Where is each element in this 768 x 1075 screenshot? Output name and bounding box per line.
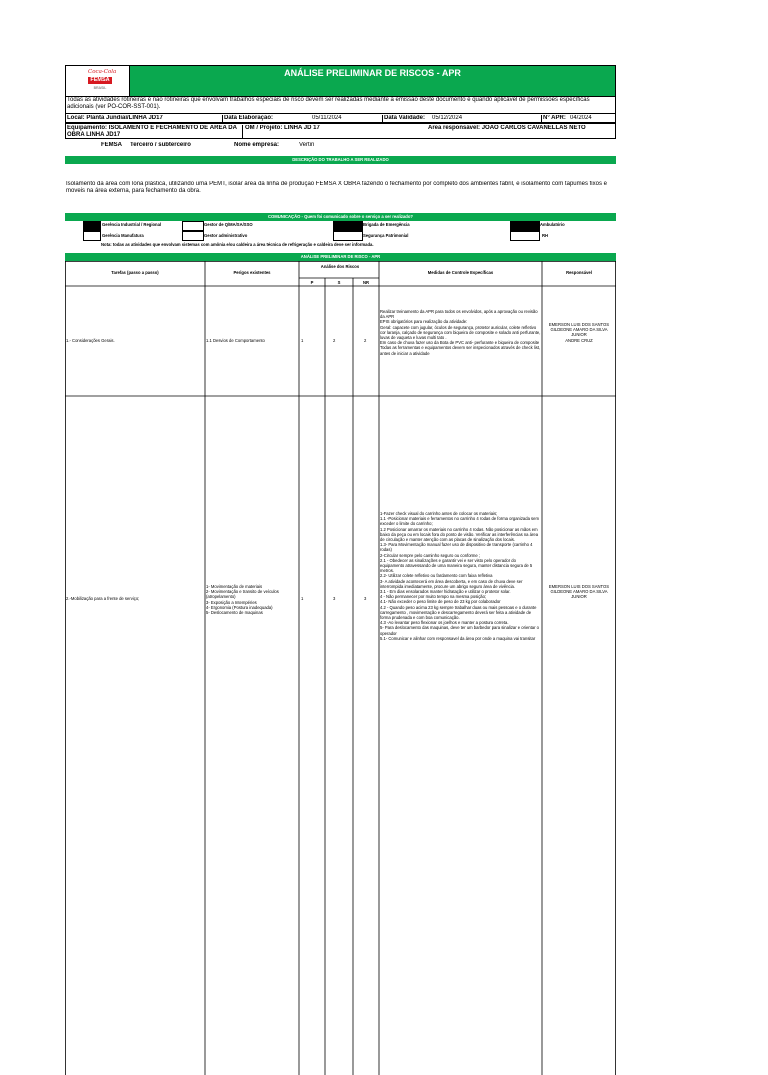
apr-header bbox=[65, 253, 616, 261]
comm-label-brigada: Brigada de Emergência bbox=[363, 222, 410, 227]
apr-number-label: N° APR: bbox=[541, 115, 571, 123]
area-responsavel-label: Área responsável: JOÃO CARLOS CAVANELLAS NETO bbox=[428, 125, 586, 131]
row2-nr: 3 bbox=[364, 596, 367, 601]
comm-header bbox=[65, 213, 616, 221]
checkbox-gerencia-manufatura[interactable] bbox=[83, 231, 101, 241]
logo-brasil-text: BRASIL bbox=[93, 86, 107, 90]
col-header-s: S bbox=[337, 280, 341, 285]
row2-tarefa: 2.-Mobilização para a frente de serviço; bbox=[66, 596, 140, 601]
data-elaboracao-label: Data Elaboração: bbox=[224, 115, 274, 121]
apr-number-value: 04/2024 bbox=[570, 115, 592, 121]
checkbox-brigada[interactable] bbox=[333, 221, 363, 231]
comm-label-gerencia-manufatura: Gerência Manufatura bbox=[102, 233, 144, 238]
comm-label-seguranca-patrimonial: Segurança Patrimonial bbox=[363, 233, 409, 238]
comm-note: Nota: todas as atividades que envolvam sistemas com amônia e/ou caldeira a área técnica de refrigeração e caldeira deve ser informada. bbox=[101, 242, 374, 247]
nome-empresa-value: Vertin bbox=[299, 142, 315, 148]
row2-responsavel: EMERSON LUIS DOS SANTOS GILDEONE AMARO DA SILVA JUNIOR bbox=[548, 584, 610, 600]
checkbox-ambulatorio[interactable] bbox=[510, 221, 540, 231]
comm-label-gestor-admin: Gestor administrativo bbox=[204, 233, 248, 238]
local-row bbox=[65, 113, 616, 123]
desc-text: Isolamento da área com lona plástica, utilizando uma PEMT, isolar área da linha de produção FEMSA X OBRA fazendo o fechamento por completo dos ambientes fabril, e isolamento com tapumes fixos e moveis na área externa, para fechamento da obra. bbox=[66, 181, 607, 194]
row2-perigo: 1- Movimentação de materiais 2- Movimentação e transito de veículos (atropelamento) 3- Exposição a Intempéries 4- Ergonomia (Postura inadequada) 5- Deslocamento de maquinas bbox=[206, 584, 279, 616]
om-projeto-label: OM / Projeto: LINHA JD 17 bbox=[245, 125, 320, 131]
checkbox-rh[interactable] bbox=[510, 231, 540, 241]
row2-p: 1 bbox=[301, 596, 304, 601]
row1-perigo: 1.1 Desvios de Comportamento bbox=[206, 338, 265, 343]
comm-label-ambulatorio: Ambulatório bbox=[540, 222, 565, 227]
page-title: ANÁLISE PRELIMINAR DE RISCOS - APR bbox=[284, 68, 461, 78]
row1-s: 2 bbox=[333, 338, 336, 343]
col-header-nr: NR bbox=[362, 280, 370, 285]
comm-grid bbox=[65, 221, 616, 253]
risk-table bbox=[65, 261, 616, 1075]
col-header-responsavel: Responsável bbox=[566, 270, 592, 275]
comm-label-gerencia-industrial: Gerência Industrial / Regional bbox=[102, 222, 162, 227]
logo-femsa-text: FEMSA bbox=[88, 77, 112, 84]
data-validade-label: Data Validade: bbox=[382, 115, 432, 123]
company-row bbox=[65, 141, 616, 151]
apr-header-text: ANÁLISE PRELIMINAR DE RISCO - APR bbox=[300, 254, 381, 259]
nome-empresa-label: Nome empresa: bbox=[234, 142, 280, 148]
desc-header bbox=[65, 156, 616, 164]
desc-header-text: DESCRIÇÃO DO TRABALHO A SER REALIZADO bbox=[292, 157, 389, 162]
col-header-perigos: Perigos existentes bbox=[233, 270, 271, 275]
local-label: Local: Planta Jundiaí/LINHA JD17 bbox=[67, 115, 223, 123]
row1-responsavel: EMERSON LUIS DOS SANTOS GILDEONE AMARO DA SILVA JUNIOR ANDRE CRUZ bbox=[548, 322, 610, 343]
checkbox-gerencia-industrial[interactable] bbox=[83, 221, 101, 231]
checkbox-gestor-admin[interactable] bbox=[182, 231, 204, 241]
checkbox-seguranca-patrimonial[interactable] bbox=[333, 231, 363, 241]
comm-label-gestor-qma: Gestor de Q/MA/SA/SSO bbox=[204, 222, 253, 227]
row1-medidas: Realizar treinamento da APR para todos os envolvidos, após a aprovação ou revisão da APR EPIS obrigatórios para realização da atividade: Geral: capacete com jugular, óculos de segurança, protetor auricular, colete refletivo cor laranja, calçado de segurança com biqueira de composite e solado anti perfurante, luvas de vaqueta e luvas multi tato . Em caso de chuva fazer uso da Bota de PVC anti- perfurante e biqueira de composite Todas as ferramentas e equipamentos devem ser inspecionados através de check list, antes de iniciar a atividade bbox=[380, 309, 541, 356]
row1-nr: 2 bbox=[364, 338, 367, 343]
femsa-option: FEMSA bbox=[101, 142, 122, 148]
equipment-row bbox=[65, 123, 616, 139]
checkbox-gestor-qma[interactable] bbox=[182, 221, 204, 231]
col-header-p: P bbox=[310, 280, 314, 285]
row1-tarefa: 1.- Considerações Gerais. bbox=[66, 338, 115, 343]
title-row bbox=[65, 65, 616, 97]
comm-label-rh: RH bbox=[542, 233, 549, 238]
equipamento-label: Equipamento: ISOLAMENTO E FECHAMENTO DE ÁREA DA OBRA LINHA JD17 bbox=[67, 125, 243, 139]
col-header-analise: Análise dos Riscos bbox=[320, 264, 360, 269]
data-elaboracao-value: 05/11/2024 bbox=[312, 115, 342, 121]
desc-row bbox=[65, 181, 616, 201]
comm-header-text: COMUNICAÇÃO - Quem foi comunicado sobre o serviço a ser realizado? bbox=[268, 214, 413, 219]
terceiro-option: Terceiro / subterceiro bbox=[130, 142, 191, 148]
row1-p: 1 bbox=[301, 338, 304, 343]
col-header-medidas: Medidas de Controle Específicas bbox=[427, 270, 494, 275]
title-bar bbox=[130, 66, 615, 96]
intro-text: Todas as atividades rotineiras e não rotineiras que envolvam trabalhos especiais de risco devem ser realizadas mediante a emissão deste documento e quando aplicável de permissões específicas adicionais (ver PO-COR-SST-001). bbox=[67, 97, 590, 110]
intro-row bbox=[65, 97, 616, 114]
logo-cocacola-text: Coca-Cola bbox=[88, 69, 117, 75]
data-validade-value: 05/12/2024 bbox=[432, 115, 463, 121]
company-logo bbox=[66, 66, 130, 96]
row2-s: 3 bbox=[333, 596, 336, 601]
row2-medidas: 1-Fazer check visual do carrinho antes de colocar os materiais; 1.1 -Posicionar materiais e ferramentos no carrinho 4 rodas de forma organizada sem exceder o limite do carrinho; 1.2 Posicionar amarrar os materiais no carrinho 4 rodas. Não posicionar as mãos em baixo da peça ou em locais fora do ponto de visão. Verificar as interferências na área de circulação e manter atenção com as placas de sinalização dos locais. 1.3- Para Movimentação manual fazer uso de dispositivo de transporte (carrinho 4 rodas) 2-Circular sempre pelo caminho seguro ou conforme ; 2.1 - Obedecer as sinalizações e garantir vei e ser visto pelo operador do equipamento atravessando de uma maneira segura, manter distancia segura de 5 metros. 2.2- Utilizar colete refletivo ou fardamento com faixa refletiva 3- A atividade acontecerá em área descoberta, e em caso de chuva deve ser interrompida imediatamente, procure um abrigo seguro área de vivência. 3.1 - Em dias ensolarados manter hidratação e utilizar o protetor solar. 4 - Não permanecer por muito tempo na mesma posição; 4.1- Não exceder o peso limite de peso de 23 kg por colaborador 4.2 - Quando peso acima 23 kg sempre trabalhar duas ou mais pessoas e o durante carregamento , movimentação e descarregamento deverá ser feita a atividade de forma prudenada e com boa comunicação. 4.3 -Ao levantar peso flexionar os joelhos e manter a postura correta. 5- Para deslocamento das maquinas, deve ter um barbedor para sinalizar e orientar o operador 5.1- Comunicar e alinhar com responsavel da área por onde a maquina vai transitar bbox=[380, 511, 539, 641]
col-header-tarefas: Tarefas (passo a passo) bbox=[111, 270, 159, 275]
